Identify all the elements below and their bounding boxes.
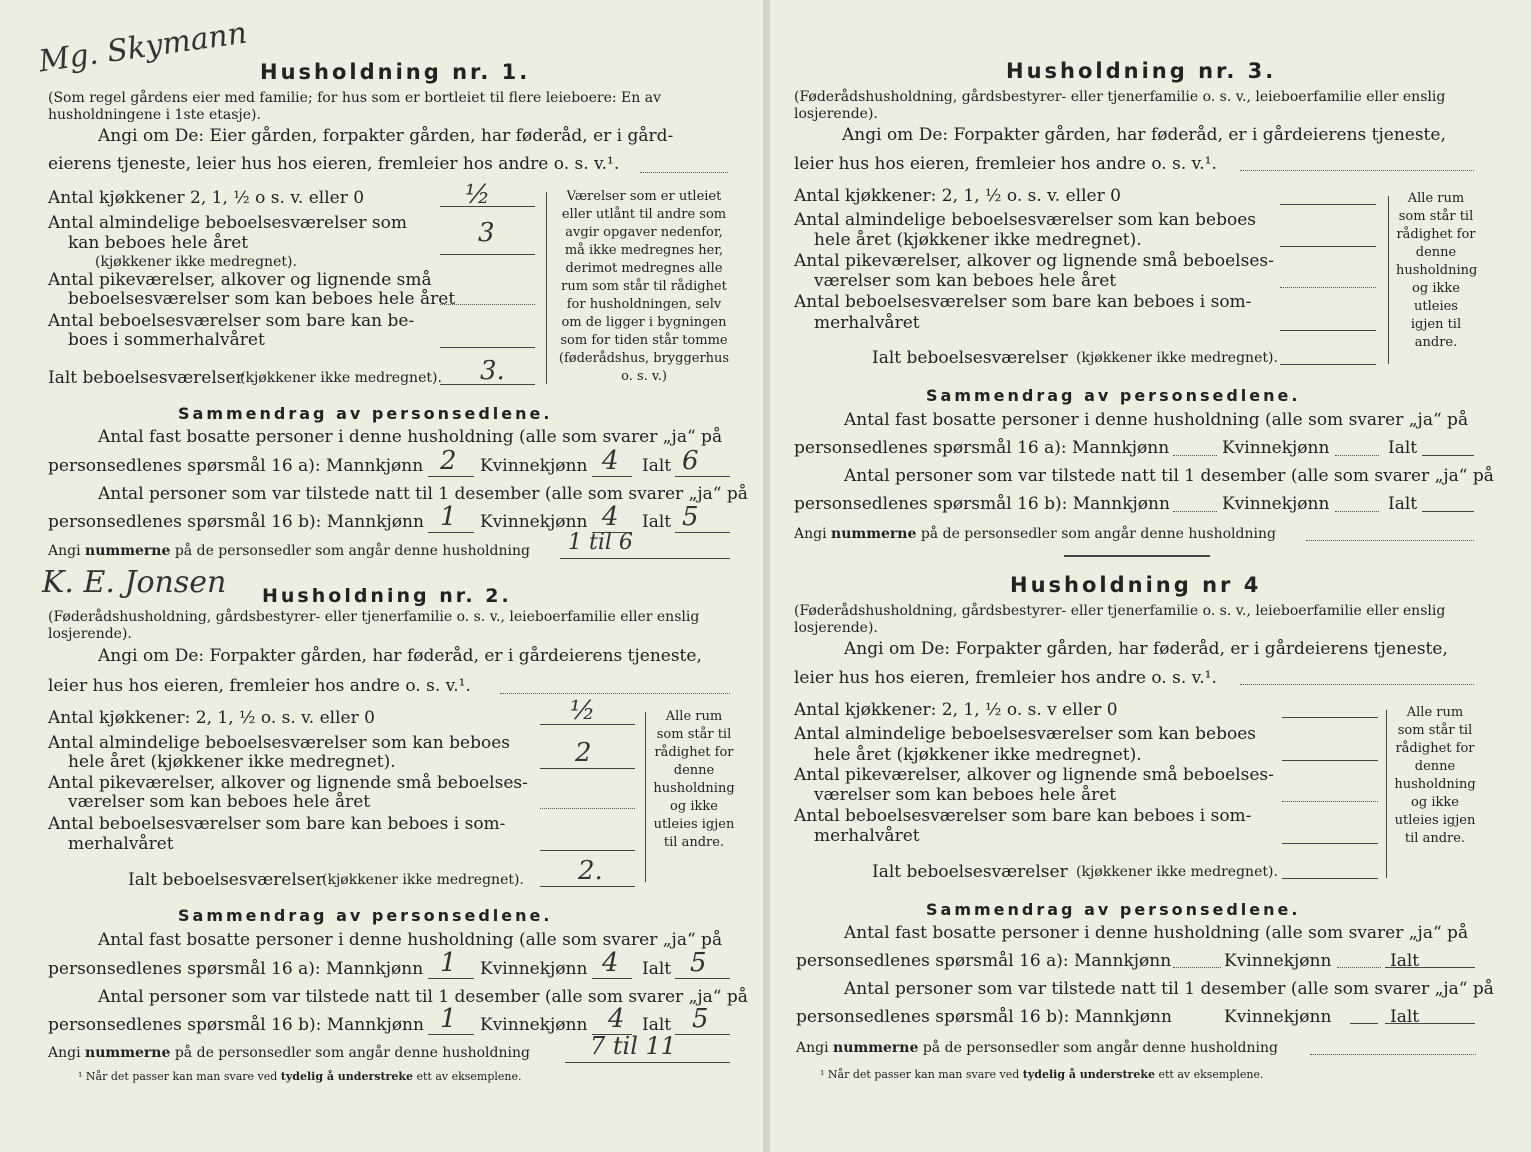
h4-side-note: Alle rum som står til rådighet for denne husholdning og ikke utleies igjen til andre. <box>1394 705 1476 846</box>
h3-female-label-a: Kvinnekjønn <box>1222 438 1330 458</box>
h2-ordinary-rooms-label2: hele året (kjøkkener ikke medregnet). <box>68 752 396 772</box>
household-1-angi-line1: Angi om De: Eier gården, forpakter gården, har føderåd, er i gård- <box>98 126 674 146</box>
h2-present-female[interactable]: 4 <box>608 1004 625 1034</box>
page-gutter <box>763 0 770 1152</box>
household-2-title: Husholdning nr. 2. <box>262 585 512 607</box>
h4-total-label-b: Ialt <box>1390 1007 1420 1027</box>
handwritten-name-2: K. E. Jonsen <box>42 565 227 600</box>
household-3-intro: (Føderådshusholdning, gårdsbestyrer- eller tjenerfamilie o. s. v., leieboerfamilie eller enslig losjerende). <box>794 89 1446 122</box>
household-1-title: Husholdning nr. 1. <box>260 60 531 84</box>
h4-female-label-b: Kvinnekjønn <box>1224 1007 1332 1027</box>
h1-ordinary-rooms-label1: Antal almindelige beboelsesværelser som <box>48 213 407 233</box>
h1-side-note: Værelser som er utleiet eller utlånt til andre som avgir opgaver nedenfor, må ikke medregnes her, derimot medregnes alle rum som står til rådighet for husholdningen, selv om de ligger i bygningen som for tiden står tomme (føderådshus, bryggerhus o. s. v.) <box>558 189 730 384</box>
household-1-angi-line2: eierens tjeneste, leier hus hos eieren, fremleier hos andre o. s. v.¹. <box>48 154 620 174</box>
h3-summer-rooms-label2: merhalvåret <box>814 313 920 333</box>
h2-summer-rooms-label2: merhalvåret <box>68 834 174 854</box>
h2-present-male[interactable]: 1 <box>440 1004 457 1034</box>
h3-female-label-b: Kvinnekjønn <box>1222 494 1330 514</box>
h3-summer-rooms-label1: Antal beboelsesværelser som bare kan beboes i som- <box>794 292 1252 312</box>
h3-resident-line2: personsedlenes spørsmål 16 a): Mannkjønn <box>794 438 1170 458</box>
h2-maid-rooms-label1: Antal pikeværelser, alkover og lignende små beboelses- <box>48 773 528 793</box>
h3-ordinary-rooms-label2: hele året (kjøkkener ikke medregnet). <box>814 230 1142 250</box>
handwritten-name-1: Mg. Skymann <box>36 15 250 80</box>
right-page <box>770 0 1531 1152</box>
h4-ordinary-rooms-label2: hele året (kjøkkener ikke medregnet). <box>814 745 1142 765</box>
household-4-angi-line2: leier hus hos eieren, fremleier hos andre o. s. v.¹. <box>794 668 1217 688</box>
h4-summer-rooms-label2: merhalvåret <box>814 826 920 846</box>
h2-ordinary-rooms-value[interactable]: 2 <box>575 738 592 768</box>
h3-numbers-label: Angi nummerne på de personsedler som angår denne husholdning <box>794 526 1276 542</box>
household-3-angi-line1: Angi om De: Forpakter gården, har føderåd, er i gårdeierens tjeneste, <box>842 125 1446 145</box>
h3-kitchens-label: Antal kjøkkener: 2, 1, ½ o. s. v. eller 0 <box>794 186 1121 206</box>
household-4-intro: (Føderådshusholdning, gårdsbestyrer- eller tjenerfamilie o. s. v., leieboerfamilie eller enslig losjerende). <box>794 603 1446 636</box>
h4-resident-line1: Antal fast bosatte personer i denne husholdning (alle som svarer „ja“ på <box>844 923 1469 943</box>
left-footnote: ¹ Når det passer kan man svare ved tydelig å understreke ett av eksemplene. <box>78 1070 522 1083</box>
h1-maid-rooms-label1: Antal pikeværelser, alkover og lignende små <box>48 270 432 290</box>
h4-present-line2: personsedlenes spørsmål 16 b): Mannkjønn <box>796 1007 1172 1027</box>
h3-summary-title: Sammendrag av personsedlene. <box>926 386 1301 405</box>
h1-maid-rooms-label2: beboelsesværelser som kan beboes hele året <box>68 289 456 309</box>
h2-resident-total[interactable]: 5 <box>690 948 707 978</box>
h1-female-label-b: Kvinnekjønn <box>480 512 588 532</box>
h4-maid-rooms-label2: værelser som kan beboes hele året <box>814 785 1117 805</box>
household-4-angi-line1: Angi om De: Forpakter gården, har føderåd, er i gårdeierens tjeneste, <box>844 639 1448 659</box>
h1-summer-rooms-label2: boes i sommerhalvåret <box>68 330 265 350</box>
h1-resident-total[interactable]: 6 <box>682 446 699 476</box>
h1-numbers-label: Angi nummerne på de personsedler som angår denne husholdning <box>48 543 530 559</box>
h1-total-rooms-value[interactable]: 3. <box>480 356 505 386</box>
h2-numbers-value[interactable]: 7 til 11 <box>590 1032 677 1060</box>
h1-present-line1: Antal personer som var tilstede natt til 1 desember (alle som svarer „ja“ på <box>98 484 748 504</box>
h2-present-line1: Antal personer som var tilstede natt til 1 desember (alle som svarer „ja“ på <box>98 987 748 1007</box>
h1-summer-rooms-label1: Antal beboelsesværelser som bare kan be- <box>48 311 415 331</box>
h2-resident-male[interactable]: 1 <box>440 948 457 978</box>
h1-ordinary-rooms-value[interactable]: 3 <box>478 218 495 248</box>
h2-present-total[interactable]: 5 <box>692 1004 709 1034</box>
h2-total-rooms-note: (kjøkkener ikke medregnet). <box>322 872 524 888</box>
h1-ordinary-rooms-label2: kan beboes hele året <box>68 233 249 253</box>
h1-present-total[interactable]: 5 <box>682 502 699 532</box>
h1-total-rooms-note: (kjøkkener ikke medregnet). <box>240 370 442 386</box>
h2-side-note: Alle rum som står til rådighet for denne husholdning og ikke utleies igjen til andre. <box>653 709 735 850</box>
h2-female-label-b: Kvinnekjønn <box>480 1015 588 1035</box>
h1-kitchens-value[interactable]: ½ <box>465 180 491 210</box>
h4-total-rooms-note: (kjøkkener ikke medregnet). <box>1076 864 1278 880</box>
h3-present-line2: personsedlenes spørsmål 16 b): Mannkjønn <box>794 494 1170 514</box>
h1-present-male[interactable]: 1 <box>440 502 457 532</box>
h1-total-label-a: Ialt <box>642 456 672 476</box>
h1-summary-title: Sammendrag av personsedlene. <box>178 404 553 423</box>
h1-total-label-b: Ialt <box>642 512 672 532</box>
h2-present-line2: personsedlenes spørsmål 16 b): Mannkjønn <box>48 1015 424 1035</box>
h2-kitchens-value[interactable]: ½ <box>570 696 596 726</box>
household-3-angi-line2: leier hus hos eieren, fremleier hos andre o. s. v.¹. <box>794 154 1217 174</box>
h2-resident-female[interactable]: 4 <box>602 948 619 978</box>
h3-total-label-b: Ialt <box>1388 494 1418 514</box>
h4-maid-rooms-label1: Antal pikeværelser, alkover og lignende små beboelses- <box>794 765 1274 785</box>
h2-summer-rooms-label1: Antal beboelsesværelser som bare kan beboes i som- <box>48 814 506 834</box>
h2-total-label-a: Ialt <box>642 959 672 979</box>
h1-ordinary-rooms-note: (kjøkkener ikke medregnet). <box>95 254 297 270</box>
h2-kitchens-label: Antal kjøkkener: 2, 1, ½ o. s. v. eller 0 <box>48 708 375 728</box>
h3-total-rooms-note: (kjøkkener ikke medregnet). <box>1076 350 1278 366</box>
h1-total-rooms-label: Ialt beboelsesværelser <box>48 368 244 388</box>
h4-numbers-label: Angi nummerne på de personsedler som angår denne husholdning <box>796 1040 1278 1056</box>
h1-present-female[interactable]: 4 <box>602 502 619 532</box>
h3-total-label-a: Ialt <box>1388 438 1418 458</box>
h4-kitchens-label: Antal kjøkkener: 2, 1, ½ o. s. v eller 0 <box>794 700 1118 720</box>
household-1-intro: (Som regel gårdens eier med familie; for hus som er bortleiet til flere leieboere: En av husholdningene i 1ste etasje). <box>48 90 661 123</box>
h1-resident-line1: Antal fast bosatte personer i denne husholdning (alle som svarer „ja“ på <box>98 427 723 447</box>
h1-resident-female[interactable]: 4 <box>602 446 619 476</box>
h3-present-line1: Antal personer som var tilstede natt til 1 desember (alle som svarer „ja“ på <box>844 466 1494 486</box>
h2-resident-line2: personsedlenes spørsmål 16 a): Mannkjønn <box>48 959 424 979</box>
household-2-angi-line1: Angi om De: Forpakter gården, har føderåd, er i gårdeierens tjeneste, <box>98 646 702 666</box>
h2-total-label-b: Ialt <box>642 1015 672 1035</box>
h3-side-note: Alle rum som står til rådighet for denne husholdning og ikke utleies igjen til andre. <box>1396 191 1478 350</box>
h2-resident-line1: Antal fast bosatte personer i denne husholdning (alle som svarer „ja“ på <box>98 930 723 950</box>
h3-maid-rooms-label1: Antal pikeværelser, alkover og lignende små beboelses- <box>794 251 1274 271</box>
h3-ordinary-rooms-label1: Antal almindelige beboelsesværelser som kan beboes <box>794 210 1256 230</box>
h1-numbers-value[interactable]: 1 til 6 <box>568 530 633 555</box>
h2-female-label-a: Kvinnekjønn <box>480 959 588 979</box>
h3-total-rooms-label: Ialt beboelsesværelser <box>872 348 1068 368</box>
h1-present-line2: personsedlenes spørsmål 16 b): Mannkjønn <box>48 512 424 532</box>
h4-ordinary-rooms-label1: Antal almindelige beboelsesværelser som kan beboes <box>794 724 1256 744</box>
h1-resident-male[interactable]: 2 <box>440 446 457 476</box>
household-4-title: Husholdning nr 4 <box>1010 573 1262 597</box>
household-2-intro: (Føderådshusholdning, gårdsbestyrer- eller tjenerfamilie o. s. v., leieboerfamilie eller enslig losjerende). <box>48 609 700 642</box>
h4-total-rooms-label: Ialt beboelsesværelser <box>872 862 1068 882</box>
h4-female-label-a: Kvinnekjønn <box>1224 951 1332 971</box>
h2-maid-rooms-label2: værelser som kan beboes hele året <box>68 792 371 812</box>
household-3-title: Husholdning nr. 3. <box>1006 59 1277 83</box>
h2-total-rooms-value[interactable]: 2. <box>578 856 603 886</box>
h3-maid-rooms-label2: værelser som kan beboes hele året <box>814 271 1117 291</box>
h2-numbers-label: Angi nummerne på de personsedler som angår denne husholdning <box>48 1045 530 1061</box>
h1-kitchens-label: Antal kjøkkener 2, 1, ½ o s. v. eller 0 <box>48 188 365 208</box>
h1-resident-line2: personsedlenes spørsmål 16 a): Mannkjønn <box>48 456 424 476</box>
h2-summary-title: Sammendrag av personsedlene. <box>178 906 553 925</box>
h2-ordinary-rooms-label1: Antal almindelige beboelsesværelser som kan beboes <box>48 733 510 753</box>
h2-total-rooms-label: Ialt beboelsesværelser <box>128 870 324 890</box>
h3-resident-line1: Antal fast bosatte personer i denne husholdning (alle som svarer „ja“ på <box>844 410 1469 430</box>
right-footnote: ¹ Når det passer kan man svare ved tydelig å understreke ett av eksemplene. <box>820 1068 1264 1081</box>
h4-summer-rooms-label1: Antal beboelsesværelser som bare kan beboes i som- <box>794 806 1252 826</box>
h1-female-label-a: Kvinnekjønn <box>480 456 588 476</box>
h4-summary-title: Sammendrag av personsedlene. <box>926 900 1301 919</box>
h4-resident-line2: personsedlenes spørsmål 16 a): Mannkjønn <box>796 951 1172 971</box>
household-2-angi-line2: leier hus hos eieren, fremleier hos andre o. s. v.¹. <box>48 676 471 696</box>
h4-total-label-a: Ialt <box>1390 951 1420 971</box>
h4-present-line1: Antal personer som var tilstede natt til 1 desember (alle som svarer „ja“ på <box>844 979 1494 999</box>
left-page <box>0 0 763 1152</box>
